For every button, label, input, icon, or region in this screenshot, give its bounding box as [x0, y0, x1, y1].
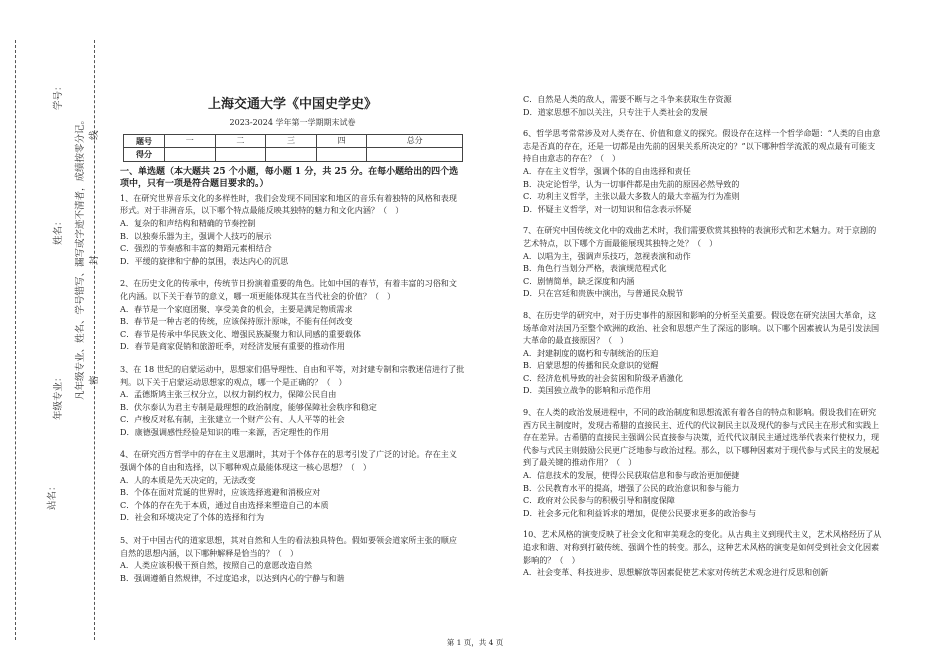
option[interactable]: A．以唱为主，强调声乐技巧，忽视表演和动作 — [523, 250, 691, 261]
question-4 — [120, 448, 465, 524]
option[interactable]: A．存在主义哲学，强调个体的自由选择和责任 — [523, 165, 691, 176]
score-table-row — [124, 148, 463, 162]
option[interactable]: B．角色行当划分严格，表演规范程式化 — [523, 263, 667, 274]
score-cell[interactable] — [215, 148, 266, 162]
seal-mark-feng: 封 — [89, 255, 100, 265]
option[interactable]: B．公民教育水平的提高，增强了公民的政治意识和参与能力 — [523, 482, 740, 493]
option[interactable]: A．信息技术的发展，使得公民获取信息和参与政治更加便捷 — [523, 470, 740, 481]
score-cell[interactable] — [266, 148, 317, 162]
option[interactable]: A．孟德斯鸠主张三权分立，以权力制约权力，保障公民自由 — [120, 389, 337, 400]
question-5-continued — [523, 93, 883, 118]
question-7 — [523, 224, 883, 300]
option[interactable]: B．伏尔泰认为君主专制是最理想的政治制度，能够保障社会秩序和稳定 — [120, 401, 377, 412]
option[interactable]: D．平缓的旋律和宁静的氛围，表达内心的沉思 — [120, 255, 289, 266]
option[interactable]: C．春节是传承中华民族文化、增强民族凝聚力和认同感的重要载体 — [120, 328, 361, 339]
name-label: 姓名： — [53, 216, 64, 245]
score-header-cell: 四 — [316, 134, 367, 148]
question-stem: 7、在研究中国传统文化中的戏曲艺术时，我们需要欣赏其独特的表演形式和艺术魅力。对于京剧的艺术特点，以下哪个方面最能展现其独特之处？（ ） — [523, 225, 877, 248]
question-10 — [523, 528, 883, 578]
exam-title: 上海交通大学《中国史学史》 — [207, 97, 377, 112]
question-stem: 4、在研究西方哲学中的存在主义思潮时，其对于个体存在的思考引发了广泛的讨论。存在主义强调个体的自由和选择，以下哪种观点最能体现这一核心思想？（ ） — [120, 449, 457, 473]
exam-subtitle: 2023-2024 学年第一学期期末试卷 — [229, 118, 356, 127]
student-id-label: 学号： — [53, 81, 64, 110]
option[interactable]: A．社会变革、科技进步、思想解放等因素促使艺术家对传统艺术观念进行反思和创新 — [523, 567, 829, 578]
question-5 — [120, 534, 465, 584]
question-6 — [523, 127, 883, 215]
option[interactable]: B．决定论哲学，认为一切事件都是由先前的原因必然导致的 — [523, 178, 740, 189]
option[interactable]: B．以独奏乐器为主，强调个人技巧的展示 — [120, 230, 272, 241]
section-title: 一、单选题（本大题共 25 个小题，每小题 1 分，共 25 分。在每小题给出的四个选项中，只有一项是符合题目要求的。） — [120, 166, 459, 189]
question-stem: 9、在人类的政治发展进程中，不同的政治制度和思想流派有着各自的特点和影响。假设我们在研究西方民主制度时，发现古希腊的直接民主、近代的代议制民主以及现代的参与式民主在形式和实践上存在差异。古希腊的直接民主强调公民直接参与决策，近代代议制民主通过选举代表来行使权力，现代参与式民主则鼓励公民更广泛地参与政治过程。那么，以下哪种因素对于现代参与式民主的发展起到了最关键的推动作用？（ ） — [523, 407, 880, 468]
option[interactable]: D．社会和环境决定了个体的选择和行为 — [120, 512, 265, 523]
option[interactable]: C．经济危机导致的社会贫困和阶级矛盾激化 — [523, 372, 683, 383]
right-column — [523, 0, 883, 579]
score-header-cell: 一 — [165, 134, 216, 148]
option[interactable]: D．康德强调感性经验是知识的唯一来源，否定理性的作用 — [120, 426, 329, 437]
option[interactable]: C．功利主义哲学，主张以最大多数人的最大幸福为行为准则 — [523, 191, 740, 202]
option[interactable]: C．剧情简单，缺乏深度和内涵 — [523, 275, 635, 286]
page-footer: 第 1 页，共 4 页 — [446, 638, 504, 647]
score-header-cell: 三 — [266, 134, 317, 148]
option[interactable]: C．强烈的节奏感和丰富的舞蹈元素相结合 — [120, 243, 272, 254]
question-stem: 10、艺术风格的演变反映了社会文化和审美观念的变化。从古典主义到现代主义，艺术风格经历了从追求和谐、对称到打破传统、强调个性的转变。那么，这种艺术风格的演变是如何受到社会文化因素影响的？（ ） — [523, 529, 882, 565]
question-stem: 2、在历史文化的传承中，传统节日扮演着重要的角色。比如中国的春节，有着丰富的习俗和文化内涵。以下关于春节的意义，哪一项更能体现其在当代社会的价值？（ ） — [120, 278, 457, 301]
left-column — [120, 0, 465, 584]
option[interactable]: B．强调遵循自然规律，不过度追求，以达到内心的宁静与和谐 — [120, 572, 345, 583]
question-stem: 1、在研究世界音乐文化的多样性时，我们会发现不同国家和地区的音乐有着独特的风格和表现形式。对于非洲音乐，以下哪个特点最能反映其独特的魅力和文化内涵？（ ） — [120, 192, 457, 216]
score-cell[interactable] — [367, 148, 463, 162]
question-stem: 5、对于中国古代的道家思想，其对自然和人生的看法独具特色。假如要领会道家所主张的顺应自然的思想内涵，以下哪种解释是恰当的？（ ） — [120, 535, 457, 558]
question-2 — [120, 277, 465, 353]
grade-label: 年级专业： — [53, 372, 64, 420]
option[interactable]: C．个体的存在先于本质，通过自由选择来塑造自己的本质 — [120, 499, 329, 510]
option[interactable]: D．美国独立战争的影响和示范作用 — [523, 385, 651, 396]
option[interactable]: A．人的本质是先天决定的，无法改变 — [120, 474, 256, 485]
question-3 — [120, 363, 465, 439]
binding-notice: 凡年级专业、姓名、学号错写、漏写或字迹不清者，成绩按零分记。 — [75, 114, 86, 400]
score-table — [123, 134, 463, 162]
option[interactable]: C．自然是人类的敌人，需要不断与之斗争来获取生存资源 — [523, 94, 732, 104]
option[interactable]: B．启蒙思想的传播和民众意识的觉醒 — [523, 360, 659, 371]
seal-mark-mi: 密 — [89, 375, 100, 385]
question-8 — [523, 309, 883, 397]
score-header-cell: 总分 — [367, 134, 463, 148]
station-label: 站名： — [47, 481, 58, 510]
score-cell[interactable] — [316, 148, 367, 162]
option[interactable]: A．春节是一个家庭团聚、享受美食的机会，主要是满足物质需求 — [120, 303, 353, 314]
option[interactable]: A．复杂的和声结构和精确的节奏控制 — [120, 217, 256, 228]
option[interactable]: A．封建制度的腐朽和专制统治的压迫 — [523, 347, 659, 358]
score-header-cell: 题号 — [124, 134, 165, 148]
option[interactable]: C．政府对公民参与的积极引导和制度保障 — [523, 495, 675, 506]
option[interactable]: D．道家思想不加以关注，只专注于人类社会的发展 — [523, 106, 708, 117]
score-header-cell: 二 — [215, 134, 266, 148]
option[interactable]: C．卢梭反对私有制，主张建立一个财产公有、人人平等的社会 — [120, 414, 345, 425]
question-9 — [523, 406, 883, 519]
option[interactable]: D．只在宫廷和贵族中演出，与普通民众脱节 — [523, 288, 684, 299]
score-cell[interactable] — [165, 148, 216, 162]
binding-margin — [0, 0, 110, 672]
seal-mark-xian: 线 — [89, 130, 100, 140]
option[interactable]: D．怀疑主义哲学，对一切知识和信念表示怀疑 — [523, 203, 692, 214]
binding-line-left — [15, 40, 16, 640]
option[interactable]: D．社会多元化和利益诉求的增加，促使公民要求更多的政治参与 — [523, 507, 757, 518]
question-stem: 6、哲学思考常常涉及对人类存在、价值和意义的探究。假设存在这样一个哲学命题：“人类的自由意志是否真的存在，还是一切都是由先前的因果关系所决定的？”以下哪种哲学流派的观点最有可能支持自由意志的存在？（ ） — [523, 128, 881, 164]
option[interactable]: A．人类应该积极干预自然，按照自己的意愿改造自然 — [120, 560, 313, 571]
question-stem: 8、在历史学的研究中，对于历史事件的原因和影响的分析至关重要。假设您在研究法国大革命，这场革命对法国乃至整个欧洲的政治、社会和思想产生了深远的影响。以下哪个因素被认为是引发法国大革命的最直接原因？（ ） — [523, 309, 880, 346]
score-row-label: 得分 — [124, 148, 165, 162]
option[interactable]: D．春节是商家促销和旅游旺季，对经济发展有重要的推动作用 — [120, 341, 346, 352]
option[interactable]: B．春节是一种古老的传统，应该保持原汁原味，不能有任何改变 — [120, 316, 353, 327]
score-table-header — [124, 134, 463, 148]
option[interactable]: B．个体在面对荒诞的世界时，应该选择逃避和消极应对 — [120, 487, 321, 498]
question-1 — [120, 192, 465, 268]
question-stem: 3、在 18 世纪的启蒙运动中，思想家们倡导理性、自由和平等，对封建专制和宗教迷信进行了批判。以下关于启蒙运动思想家的观点，哪一个是正确的？（ ） — [120, 363, 465, 387]
